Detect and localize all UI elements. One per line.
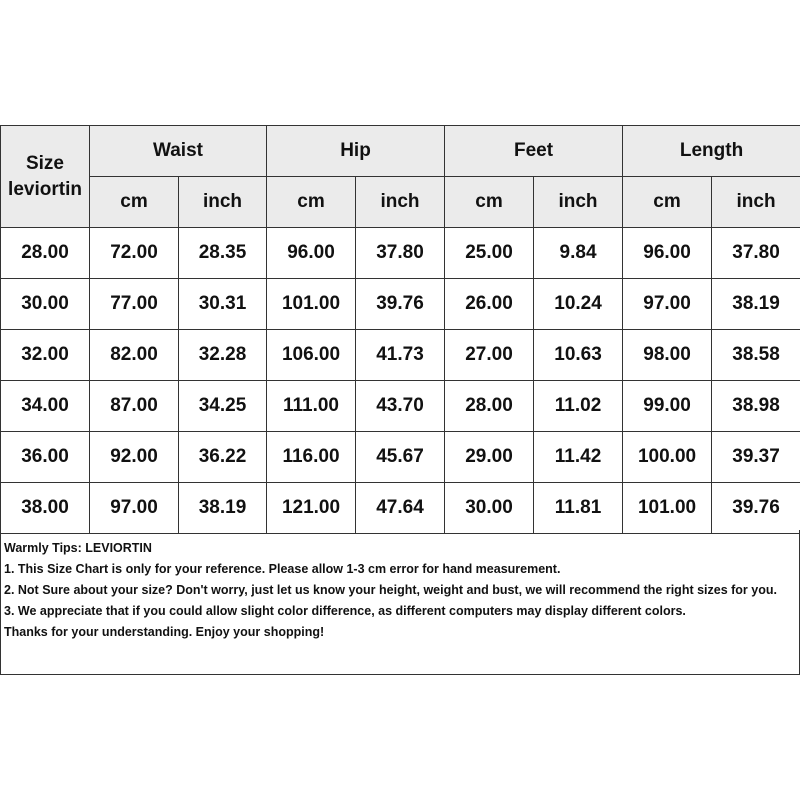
table-cell: 92.00 bbox=[90, 432, 179, 483]
table-cell: 37.80 bbox=[356, 228, 445, 279]
size-cell: 36.00 bbox=[1, 432, 90, 483]
table-row bbox=[1, 228, 800, 279]
table-cell: 10.63 bbox=[534, 330, 623, 381]
unit-header: inch bbox=[534, 177, 623, 228]
table-row bbox=[1, 279, 800, 330]
table-row bbox=[1, 483, 800, 534]
table-cell: 28.35 bbox=[179, 228, 267, 279]
table-cell: 9.84 bbox=[534, 228, 623, 279]
table-cell: 37.80 bbox=[712, 228, 800, 279]
table-cell: 27.00 bbox=[445, 330, 534, 381]
table-cell: 28.00 bbox=[445, 381, 534, 432]
table-cell: 41.73 bbox=[356, 330, 445, 381]
table-cell: 11.81 bbox=[534, 483, 623, 534]
unit-header: inch bbox=[179, 177, 267, 228]
table-cell: 97.00 bbox=[90, 483, 179, 534]
table-cell: 30.31 bbox=[179, 279, 267, 330]
table-cell: 43.70 bbox=[356, 381, 445, 432]
header-row-groups bbox=[1, 126, 800, 177]
unit-header: cm bbox=[445, 177, 534, 228]
tips-line: Thanks for your understanding. Enjoy your shopping! bbox=[4, 625, 325, 639]
tips-panel bbox=[0, 530, 800, 675]
table-cell: 99.00 bbox=[623, 381, 712, 432]
tips-line: 1. This Size Chart is only for your reference. Please allow 1-3 cm error for hand measurement. bbox=[4, 562, 561, 576]
table-cell: 82.00 bbox=[90, 330, 179, 381]
table-cell: 47.64 bbox=[356, 483, 445, 534]
table-cell: 116.00 bbox=[267, 432, 356, 483]
table-cell: 101.00 bbox=[623, 483, 712, 534]
unit-header: cm bbox=[623, 177, 712, 228]
table-cell: 10.24 bbox=[534, 279, 623, 330]
table-cell: 26.00 bbox=[445, 279, 534, 330]
size-cell: 34.00 bbox=[1, 381, 90, 432]
table-cell: 77.00 bbox=[90, 279, 179, 330]
feet-header: Feet bbox=[445, 126, 623, 177]
unit-header: inch bbox=[712, 177, 800, 228]
table-cell: 38.58 bbox=[712, 330, 800, 381]
table-cell: 45.67 bbox=[356, 432, 445, 483]
size-table bbox=[0, 125, 800, 534]
table-cell: 100.00 bbox=[623, 432, 712, 483]
table-cell: 96.00 bbox=[623, 228, 712, 279]
table-cell: 38.19 bbox=[179, 483, 267, 534]
tips-line: 2. Not Sure about your size? Don't worry, just let us know your height, weight and bust, we will recommend the right sizes for you. bbox=[4, 583, 777, 597]
hip-header: Hip bbox=[267, 126, 445, 177]
size-header-label: Size bbox=[25, 152, 65, 174]
unit-header: inch bbox=[356, 177, 445, 228]
unit-header: cm bbox=[267, 177, 356, 228]
table-cell: 39.76 bbox=[356, 279, 445, 330]
size-cell: 38.00 bbox=[1, 483, 90, 534]
table-cell: 30.00 bbox=[445, 483, 534, 534]
table-cell: 11.42 bbox=[534, 432, 623, 483]
tips-title: Warmly Tips: LEVIORTIN bbox=[4, 541, 152, 555]
size-cell: 28.00 bbox=[1, 228, 90, 279]
header-row-units bbox=[1, 177, 800, 228]
table-cell: 72.00 bbox=[90, 228, 179, 279]
table-cell: 38.19 bbox=[712, 279, 800, 330]
table-cell: 39.37 bbox=[712, 432, 800, 483]
table-cell: 97.00 bbox=[623, 279, 712, 330]
table-row bbox=[1, 330, 800, 381]
table-row bbox=[1, 381, 800, 432]
size-cell: 30.00 bbox=[1, 279, 90, 330]
tips-line: 3. We appreciate that if you could allow slight color difference, as different computers may display different colors. bbox=[4, 604, 686, 618]
size-cell: 32.00 bbox=[1, 330, 90, 381]
table-cell: 38.98 bbox=[712, 381, 800, 432]
waist-header: Waist bbox=[90, 126, 267, 177]
table-row bbox=[1, 432, 800, 483]
table-cell: 29.00 bbox=[445, 432, 534, 483]
table-cell: 11.02 bbox=[534, 381, 623, 432]
table-cell: 34.25 bbox=[179, 381, 267, 432]
table-cell: 25.00 bbox=[445, 228, 534, 279]
table-cell: 111.00 bbox=[267, 381, 356, 432]
table-cell: 101.00 bbox=[267, 279, 356, 330]
table-cell: 36.22 bbox=[179, 432, 267, 483]
unit-header: cm bbox=[90, 177, 179, 228]
table-cell: 106.00 bbox=[267, 330, 356, 381]
table-cell: 32.28 bbox=[179, 330, 267, 381]
table-cell: 96.00 bbox=[267, 228, 356, 279]
table-cell: 98.00 bbox=[623, 330, 712, 381]
size-header-brand: leviortin bbox=[8, 178, 82, 200]
table-cell: 87.00 bbox=[90, 381, 179, 432]
table-cell: 121.00 bbox=[267, 483, 356, 534]
table-cell: 39.76 bbox=[712, 483, 800, 534]
size-chart bbox=[0, 125, 800, 534]
length-header: Length bbox=[623, 126, 800, 177]
size-column-header bbox=[1, 126, 90, 228]
